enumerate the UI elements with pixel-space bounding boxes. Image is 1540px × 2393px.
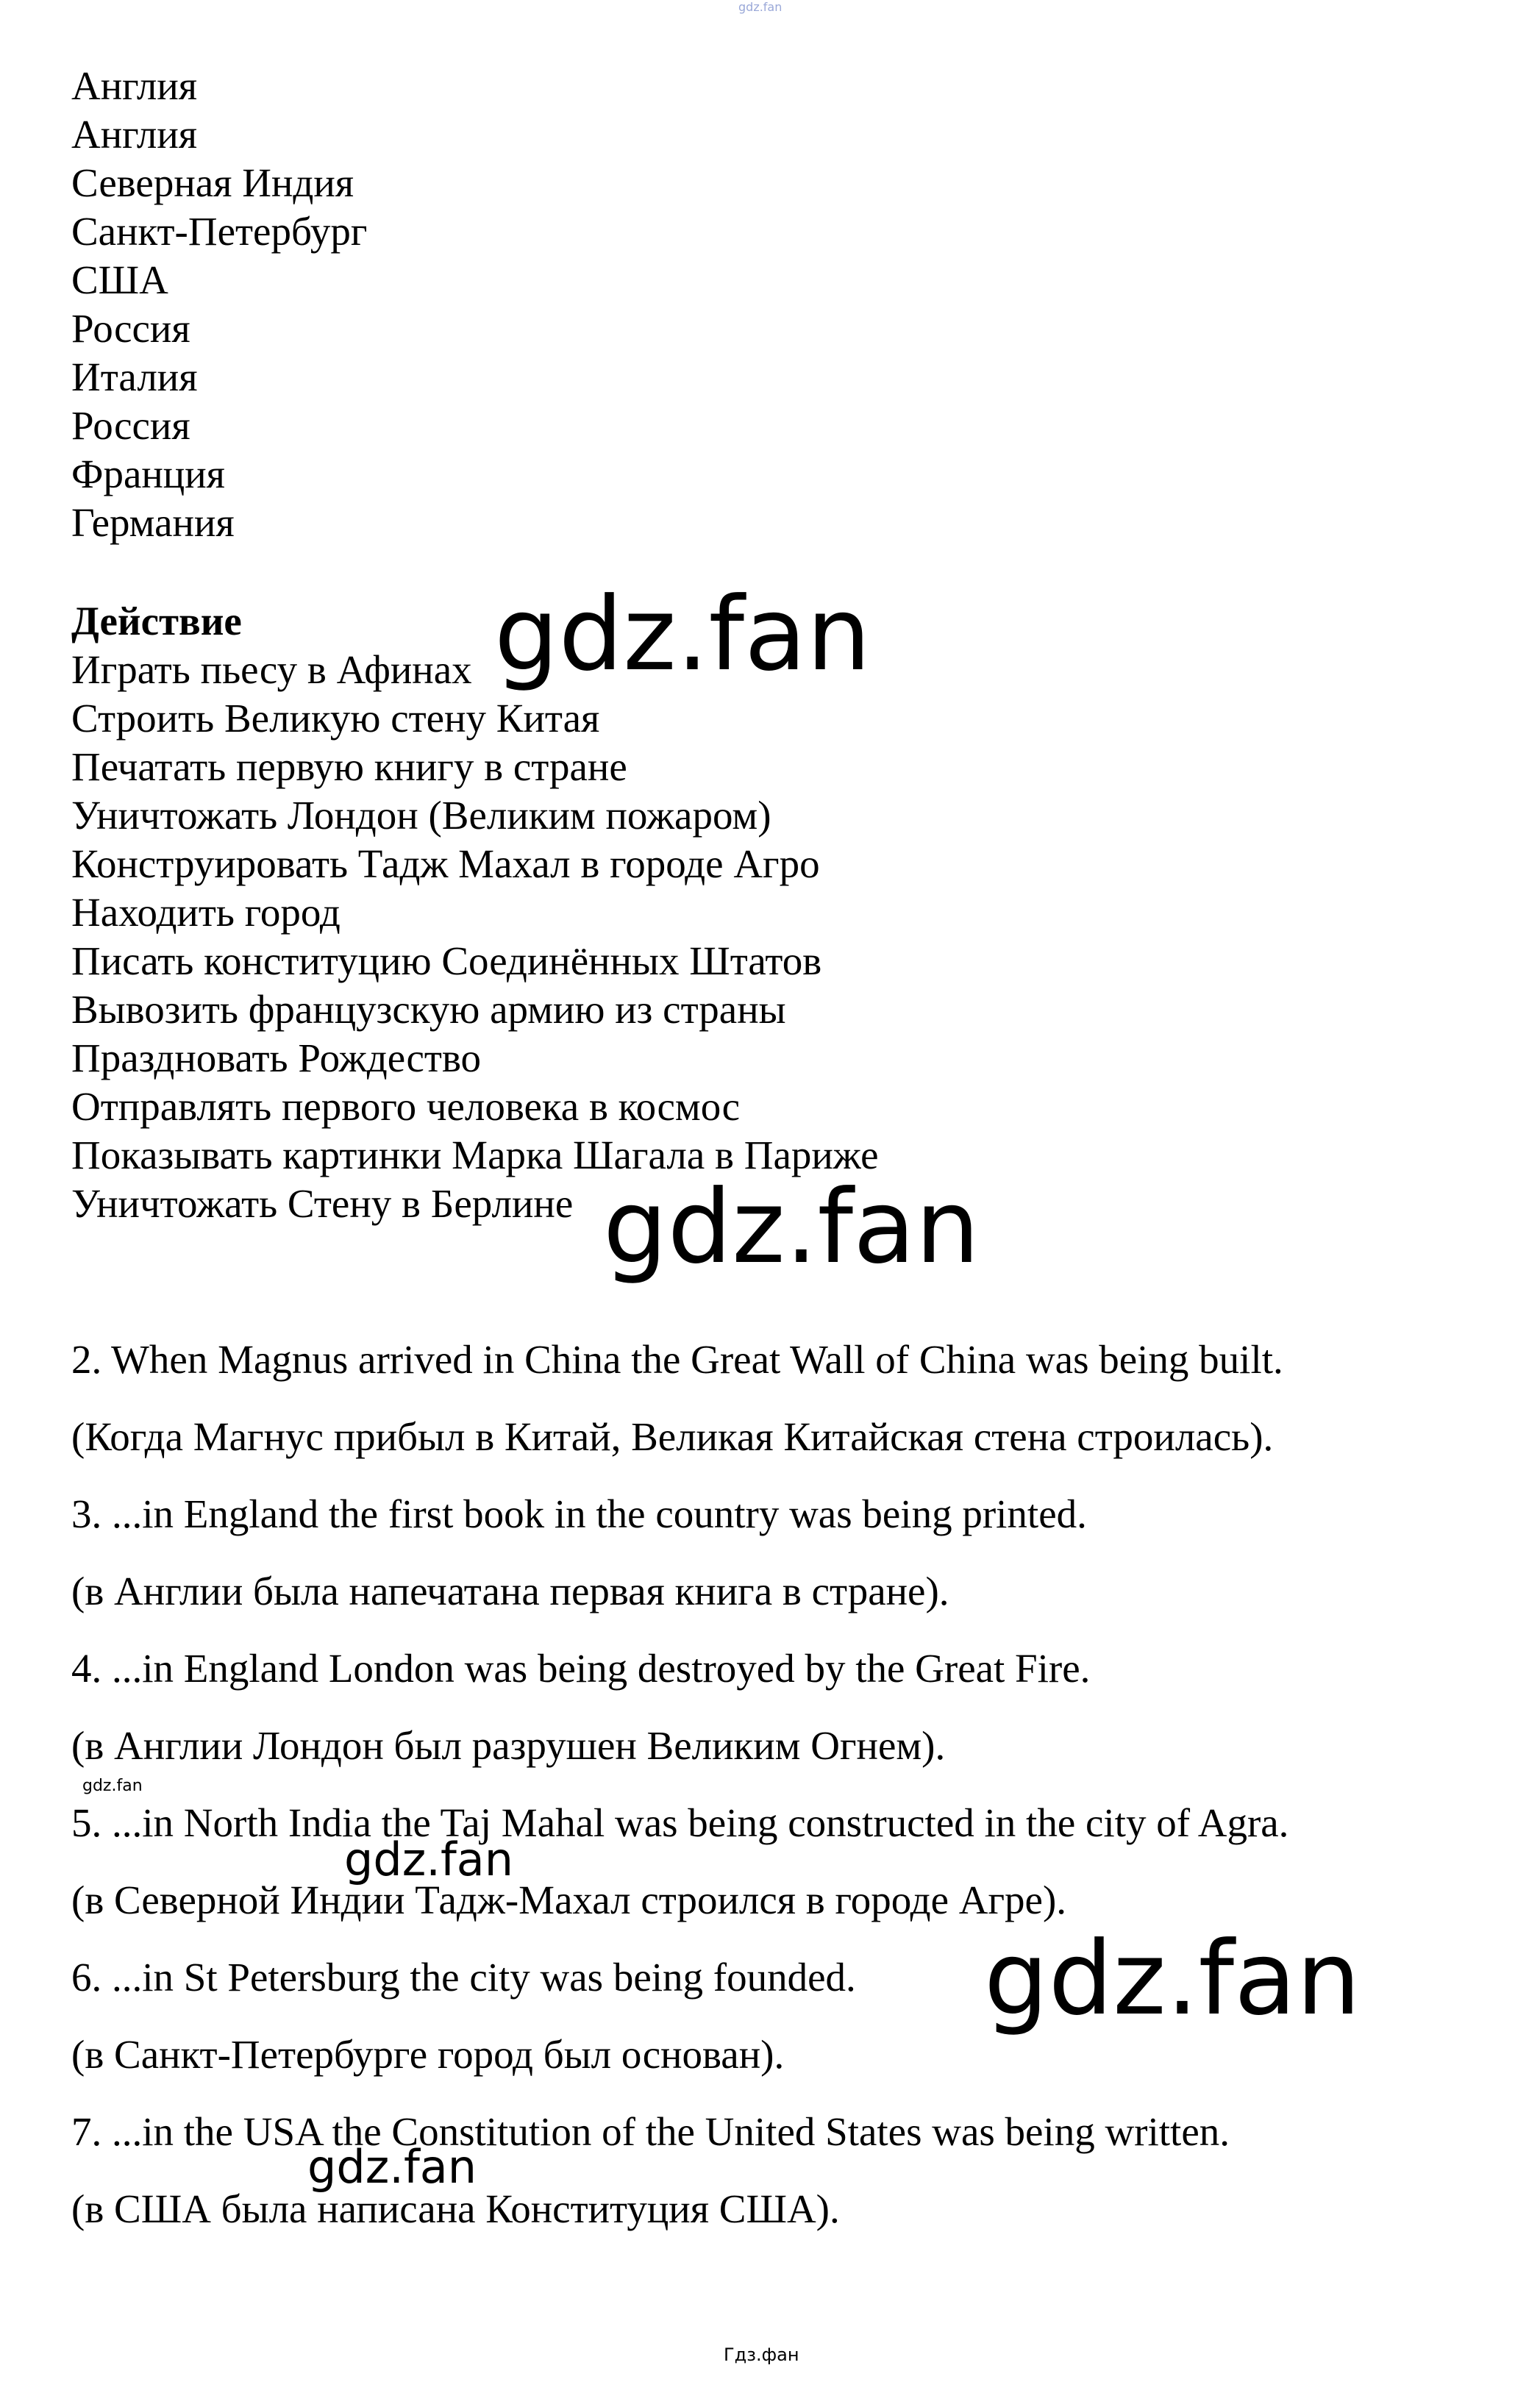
watermark: gdz.fan	[344, 1833, 514, 1886]
sentence-ru: (в США была написана Конституция США).	[71, 2186, 840, 2231]
action-item: Находить город	[71, 890, 341, 935]
country-item: США	[71, 257, 168, 302]
watermark: gdz.fan	[603, 1168, 980, 1286]
country-item: Германия	[71, 500, 235, 545]
country-item: Англия	[71, 63, 198, 108]
action-item: Вывозить французскую армию из страны	[71, 987, 786, 1032]
country-item: Санкт-Петербург	[71, 209, 368, 254]
country-item: Франция	[71, 452, 225, 496]
action-item: Печатать первую книгу в стране	[71, 744, 627, 789]
action-item: Конструировать Тадж Махал в городе Агро	[71, 841, 820, 886]
sentence-ru: (в Северной Индии Тадж-Махал строился в городе Агре).	[71, 1877, 1067, 1922]
watermark: gdz.fan	[82, 1777, 143, 1795]
sentence-ru: (Когда Магнус прибыл в Китай, Великая Китайская стена строилась).	[71, 1414, 1274, 1459]
sentence-en: 5. ...in North India the Taj Mahal was being constructed in the city of Agra.	[71, 1800, 1289, 1845]
watermark: gdz.fan	[494, 575, 871, 693]
action-item: Писать конституцию Соединённых Штатов	[71, 938, 822, 983]
actions-heading: Действие	[71, 599, 242, 643]
country-item: Англия	[71, 112, 198, 157]
action-item: Уничтожать Лондон (Великим пожаром)	[71, 793, 771, 838]
action-item: Играть пьесу в Афинах	[71, 647, 472, 692]
action-item: Показывать картинки Марка Шагала в Париже	[71, 1133, 879, 1177]
sentence-en: 3. ...in England the first book in the country was being printed.	[71, 1491, 1087, 1536]
sentence-ru: (в Санкт-Петербурге город был основан).	[71, 2032, 785, 2077]
sentence-en: 6. ...in St Petersburg the city was being founded.	[71, 1955, 856, 2000]
footer-watermark: Гдз.фан	[724, 2344, 799, 2365]
sentence-en: 4. ...in England London was being destroyed by the Great Fire.	[71, 1646, 1091, 1691]
action-item: Отправлять первого человека в космос	[71, 1084, 740, 1129]
sentence-en: 2. When Magnus arrived in China the Great Wall of China was being built.	[71, 1337, 1283, 1382]
country-item: Россия	[71, 403, 190, 448]
sentence-en: 7. ...in the USA the Constitution of the United States was being written.	[71, 2109, 1230, 2154]
top-watermark: gdz.fan	[738, 0, 783, 14]
action-item: Строить Великую стену Китая	[71, 696, 600, 741]
sentence-ru: (в Англии была напечатана первая книга в стране).	[71, 1569, 949, 1613]
country-item: Северная Индия	[71, 160, 354, 205]
action-item: Уничтожать Стену в Берлине	[71, 1181, 574, 1226]
sentence-ru: (в Англии Лондон был разрушен Великим Огнем).	[71, 1723, 946, 1768]
watermark: gdz.fan	[307, 2140, 477, 2194]
action-item: Праздновать Рождество	[71, 1035, 482, 1080]
watermark: gdz.fan	[984, 1919, 1361, 2038]
country-item: Россия	[71, 306, 190, 351]
country-item: Италия	[71, 354, 198, 399]
